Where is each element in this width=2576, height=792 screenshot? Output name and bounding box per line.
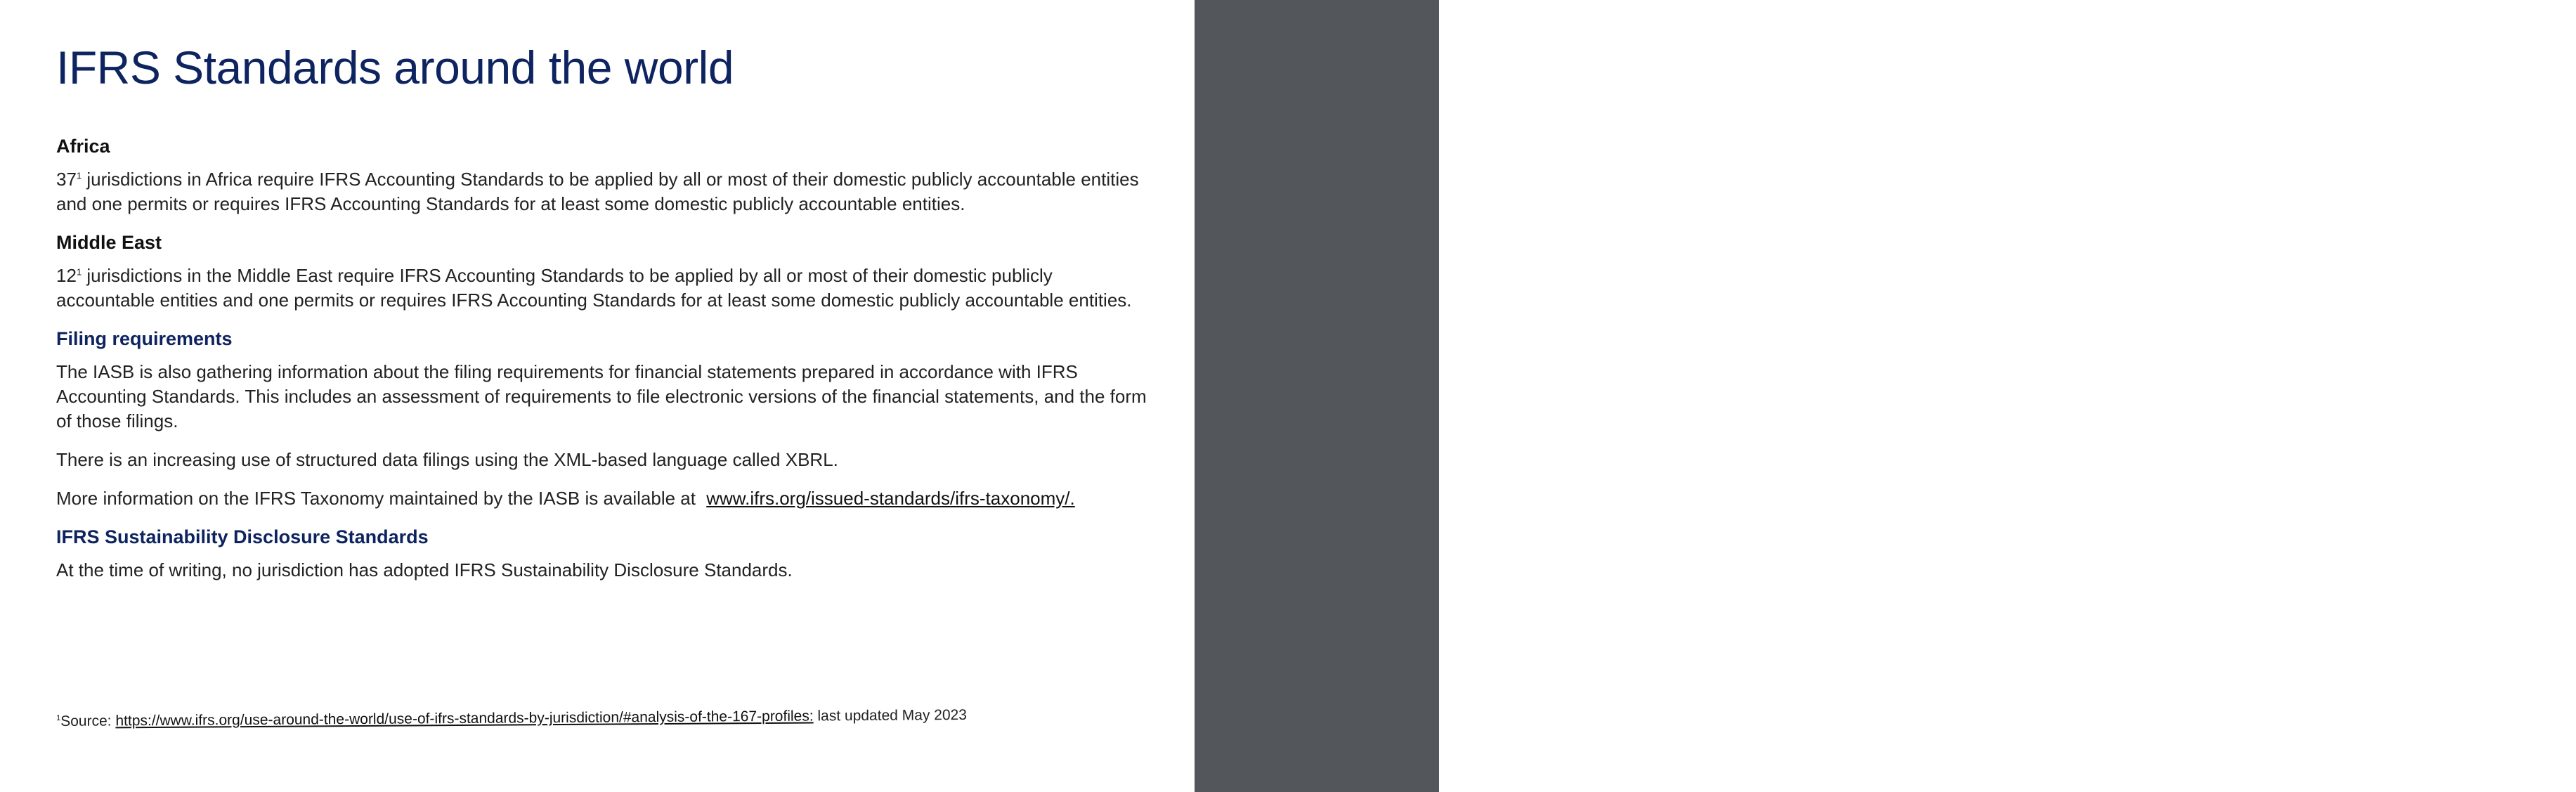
footnote-suffix: last updated May 2023 [813,706,968,725]
middle-east-section [56,231,1152,313]
filing-section [56,327,1152,511]
source-footnote [56,707,967,730]
middle-east-heading: Middle East [56,231,162,253]
africa-body: jurisdictions in Africa require IFRS Accounting Standards to be applied by all or most of their domestic publicly accountable entities and one permits or requires IFRS Accounting Standards for at least some domestic publicly accountable entities. [56,168,1139,214]
page-number: 12 [2559,721,2576,739]
footnote-mark: 1 [56,713,61,722]
africa-count: 37 [56,168,77,190]
filing-para-2: There is an increasing use of structured data filings using the XML-based language called XBRL. [56,448,838,470]
filing-para-1: The IASB is also gathering information about the filing requirements for financial statements prepared in accordance with IFRS Accounting Standards. This includes an assessment of requirements to file electronic versions of the financial statements, and the form of those filings. [56,361,1147,431]
sustainability-section [56,525,1152,583]
slide-title: IFRS Standards around the world [56,41,734,93]
sustainability-text: At the time of writing, no jurisdiction has adopted IFRS Sustainability Disclosure Standards. [56,559,793,580]
right-sidebar-panel [1195,0,2576,792]
middle-east-count: 12 [56,264,77,286]
sustainability-heading: IFRS Sustainability Disclosure Standards [56,526,429,547]
africa-heading: Africa [56,135,110,157]
africa-text [56,167,1152,216]
middle-east-body: jurisdictions in the Middle East require IFRS Accounting Standards to be applied by all or most of their domestic publicly accountable entities and one permits or requires IFRS Accounting Standards for at least some domestic publicly accountable entities. [56,264,1132,311]
slide-content [56,42,1152,597]
middle-east-text [56,264,1152,313]
ifrs-taxonomy-link[interactable]: www.ifrs.org/issued-standards/ifrs-taxonomy/. [706,487,1075,509]
filing-heading: Filing requirements [56,327,233,349]
africa-section [56,134,1152,216]
filing-para-3-text: More information on the IFRS Taxonomy maintained by the IASB is available at [56,487,701,509]
middle-east-footnote-mark: 1 [76,266,82,278]
source-link[interactable]: https://www.ifrs.org/use-around-the-world/use-of-ifrs-standards-by-jurisdiction/#analysis-of-the-167-profiles: [115,708,814,729]
africa-footnote-mark: 1 [76,170,82,181]
footnote-label: Source: [60,713,116,729]
filing-para-3 [56,486,1152,511]
